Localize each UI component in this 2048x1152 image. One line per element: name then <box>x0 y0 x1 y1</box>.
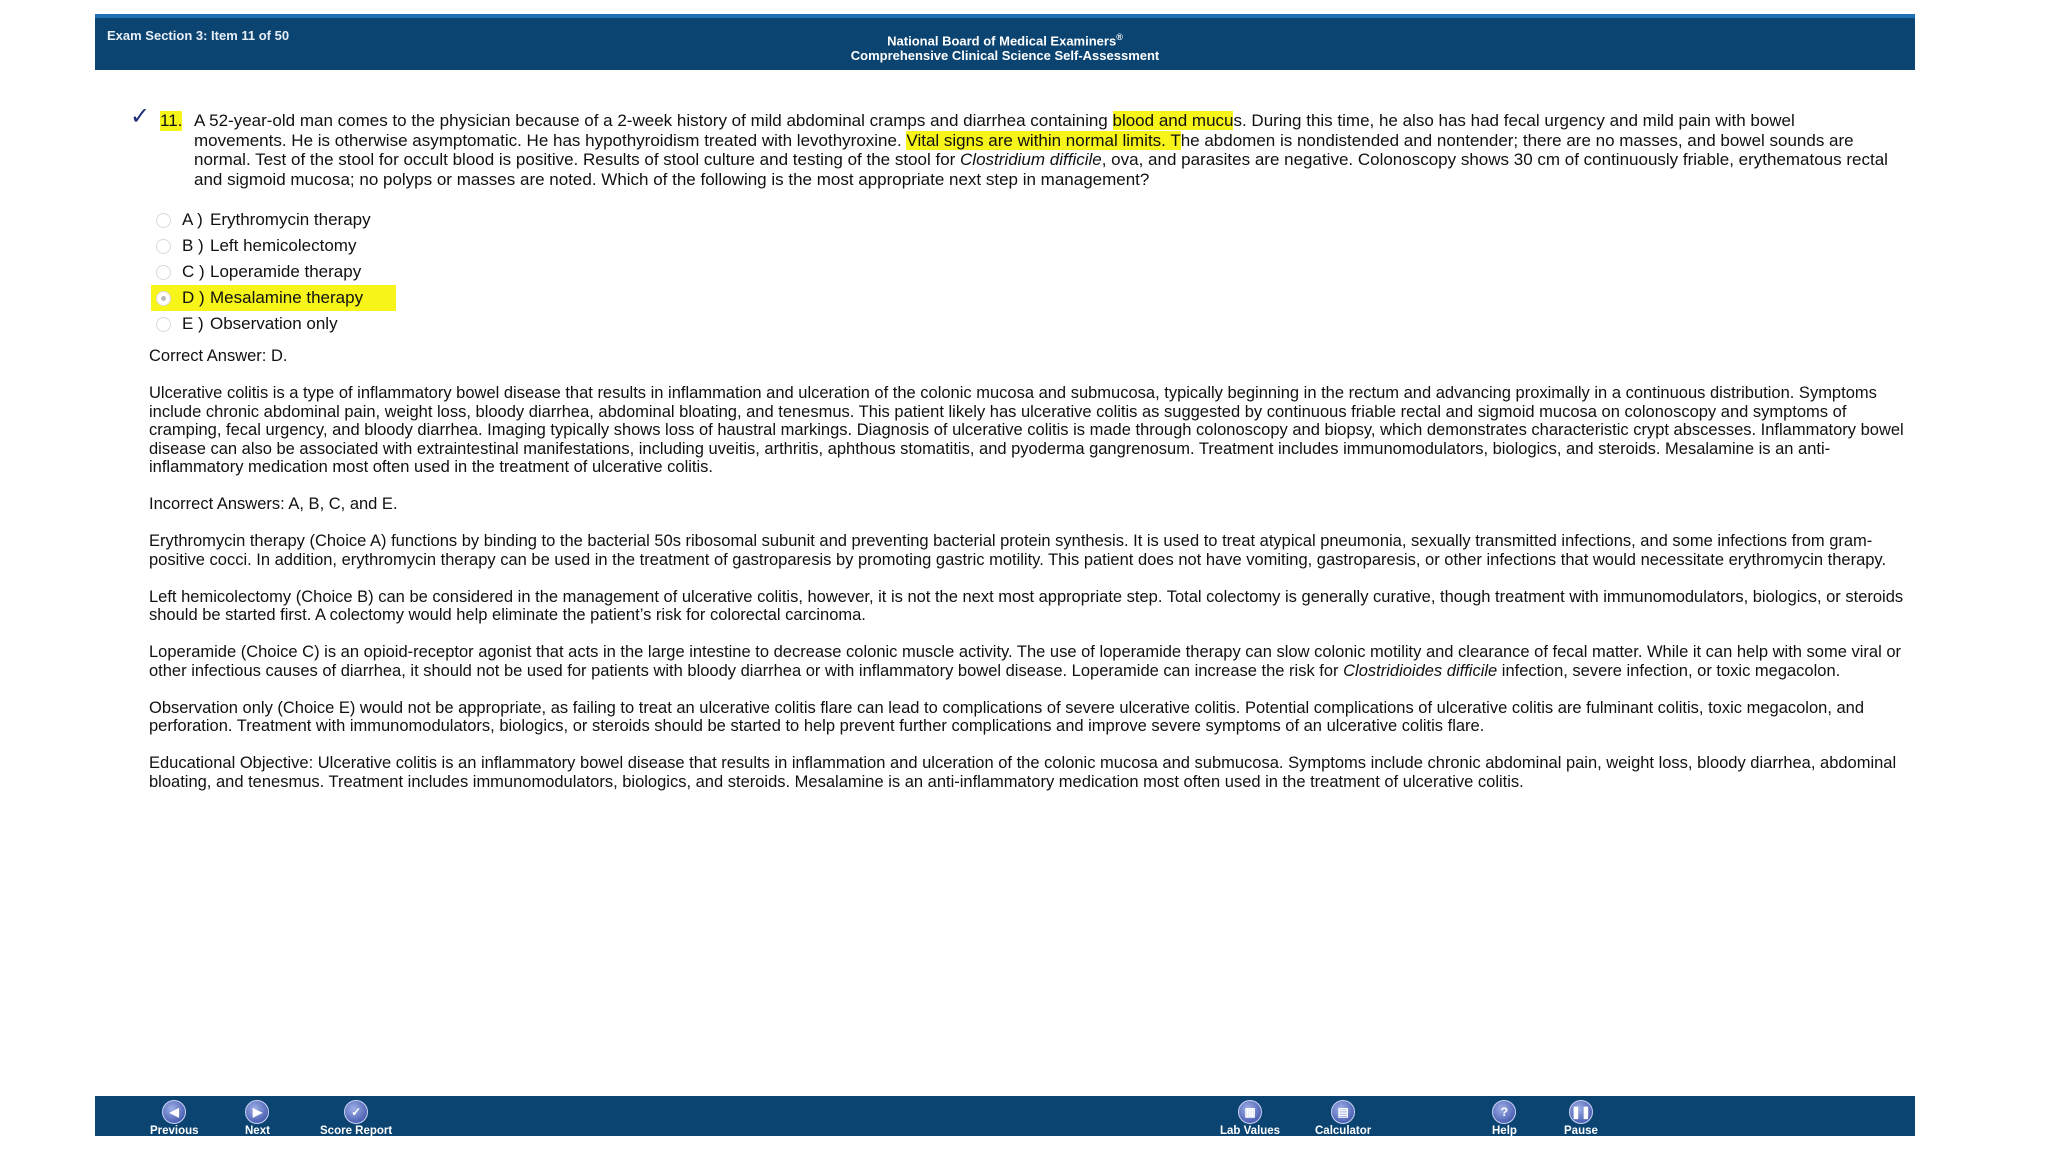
explanation-text: infection, severe infection, or toxic megacolon. <box>1497 661 1841 680</box>
radio-button[interactable] <box>156 317 171 332</box>
educational-objective: Educational Objective: Ulcerative colitis is an inflammatory bowel disease that results in inflammation and ulceration of the colonic mucosa and submucosa. Symptoms include chronic abdominal pain, weight loss, bloody diarrhea, abdominal bloating, and tenesmus. Treatment includes immunomodulators, biologics, and steroids. Mesalamine is an anti-inflammatory medication most often used in the treatment of ulcerative colitis. <box>149 754 1897 791</box>
previous-icon: ◀ <box>162 1100 186 1124</box>
choice-text: Mesalamine therapy <box>210 288 364 307</box>
question-number: 11. <box>160 111 183 130</box>
explanation-choice-a: Erythromycin therapy (Choice A) functions by binding to the bacterial 50s ribosomal subunit and preventing bacterial protein synthesis. It is used to treat atypical pneumonia, sexually transmitted infections, and some infections from gram-positive cocci. In addition, erythromycin therapy can be used in the treatment of gastroparesis by promoting gastric motility. This patient does not have vomiting, gastroparesis, or other infections that would necessitate erythromycin therapy. <box>149 532 1887 569</box>
choice-text: Left hemicolectomy <box>210 236 357 255</box>
organism-name: Clostridioides difficile <box>1343 661 1498 680</box>
org-name: National Board of Medical Examiners <box>887 33 1117 49</box>
organism-name: Clostridium difficile <box>960 150 1102 169</box>
score-report-button[interactable] <box>320 1100 392 1137</box>
checkmark-icon: ✓ <box>344 1100 368 1124</box>
stem-text: , ova, and parasites are negative. Colonoscopy shows 30 cm of continuously friable, erythematous rectal and sigmoid mucosa; no polyps or masses are noted. Which of the following is the most appropriate next step in management? <box>194 150 1888 189</box>
lab-values-label: Lab Values <box>1220 1125 1281 1137</box>
explanation-paragraph: Ulcerative colitis is a type of inflammatory bowel disease that results in inflammation and ulceration of the colonic mucosa and submucosa, typically beginning in the rectum and advancing proximally in a continuous distribution. Symptoms include chronic abdominal pain, weight loss, bloody diarrhea, abdominal bloating, and tenesmus. This patient likely has ulcerative colitis as suggested by continuous friable rectal and sigmoid mucosa on colonoscopy and symptoms of cramping, fecal urgency, and bloody diarrhea. Imaging typically shows loss of haustral markings. Diagnosis of ulcerative colitis is made through colonoscopy and biopsy, which demonstrates characteristic crypt abscesses. Inflammatory bowel disease can also be associated with extraintestinal manifestations, including uveitis, arthritis, aphthous stomatitis, and pyoderma gangrenosum. Treatment includes immunomodulators, biologics, and steroids. Mesalamine is an anti-inflammatory medication most often used in the treatment of ulcerative colitis. <box>149 384 1904 476</box>
choice-c[interactable] <box>156 259 396 285</box>
checkmark-icon: ✓ <box>130 103 151 130</box>
exam-title <box>95 30 1915 63</box>
choice-letter: B ) <box>182 236 204 255</box>
calculator-label: Calculator <box>1315 1125 1372 1137</box>
choice-a[interactable] <box>156 207 396 233</box>
calculator-button[interactable] <box>1315 1100 1371 1137</box>
pause-icon: ❚❚ <box>1569 1100 1593 1124</box>
radio-button[interactable] <box>156 239 171 254</box>
choice-letter: C ) <box>182 262 205 281</box>
choice-b[interactable] <box>156 233 396 259</box>
calculator-icon: ▤ <box>1331 1100 1355 1124</box>
answer-choices <box>156 207 396 337</box>
question-stem <box>194 111 1890 189</box>
choice-text: Observation only <box>210 314 338 333</box>
choice-letter: E ) <box>182 314 204 333</box>
choice-text: Loperamide therapy <box>210 262 362 281</box>
item-counter: Exam Section 3: Item 11 of 50 <box>107 28 290 43</box>
choice-text: Erythromycin therapy <box>210 210 371 229</box>
radio-button[interactable] <box>156 265 171 280</box>
stem-text: he abdomen is nondistended and nontender; there are no masses, and bowel sounds are normal. Test of the stool for occult blood is positive. Results of stool culture and testing of the stool for <box>194 130 1854 169</box>
choice-letter: A ) <box>182 210 203 229</box>
choice-letter: D ) <box>182 288 205 307</box>
explanation-choice-b: Left hemicolectomy (Choice B) can be considered in the management of ulcerative colitis, however, it is not the next most appropriate step. Total colectomy is generally curative, though treatment with immunomodulators, biologics, or steroids should be started first. A colectomy would help eliminate the patient’s risk for colorectal carcinoma. <box>149 587 1904 624</box>
exam-subtitle: Comprehensive Clinical Science Self-Assessment <box>850 48 1160 64</box>
radio-button[interactable] <box>156 213 171 228</box>
stem-text: A 52-year-old man comes to the physician because of a 2-week history of mild abdominal cramps and diarrhea containing <box>194 111 1113 130</box>
pause-button[interactable] <box>1564 1100 1598 1137</box>
highlight-text: Vital signs are within normal limits. T <box>906 130 1181 150</box>
exam-header <box>95 14 1915 70</box>
help-button[interactable] <box>1492 1100 1517 1137</box>
explanation-text: Loperamide (Choice C) is an opioid-receptor agonist that acts in the large intestine to decrease colonic muscle activity. The use of loperamide therapy can slow colonic motility and clearance of fecal matter. While it can help with some viral or other infectious causes of diarrhea, it should not be used for patients with bloody diarrhea or with inflammatory bowel disease. Loperamide can increase the risk for <box>149 643 1901 680</box>
correct-answer: Correct Answer: D. <box>149 347 288 365</box>
lab-values-button[interactable] <box>1220 1100 1280 1137</box>
explanation-panel <box>149 347 1917 810</box>
explanation-choice-e: Observation only (Choice E) would not be appropriate, as failing to treat an ulcerative colitis flare can lead to complications of severe ulcerative colitis. Potential complications of ulcerative colitis are fulminant colitis, toxic megacolon, and perforation. Treatment with immunomodulators, biologics, or steroids should be started to help prevent further complications and improve severe symptoms of an ulcerative colitis flare. <box>149 698 1865 735</box>
registered-mark: ® <box>1116 32 1123 42</box>
next-icon: ▶ <box>245 1100 269 1124</box>
next-label: Next <box>245 1125 270 1137</box>
incorrect-answers: Incorrect Answers: A, B, C, and E. <box>149 495 398 513</box>
highlight-text: blood and mucu <box>1112 111 1234 130</box>
choice-e[interactable] <box>156 311 396 337</box>
radio-button-selected[interactable] <box>156 291 171 306</box>
next-button[interactable] <box>245 1100 270 1137</box>
help-label: Help <box>1492 1125 1517 1137</box>
lab-values-icon: ▦ <box>1238 1100 1262 1124</box>
score-report-label: Score Report <box>320 1125 393 1137</box>
navigation-bar <box>95 1096 1915 1136</box>
explanation-choice-c <box>149 643 1917 680</box>
choice-d[interactable] <box>151 285 396 311</box>
previous-label: Previous <box>150 1125 199 1137</box>
pause-label: Pause <box>1564 1125 1598 1137</box>
previous-button[interactable] <box>150 1100 199 1137</box>
stem-text: s. During this time, he also has had fecal urgency and mild pain with bowel movements. He is otherwise asymptomatic. He has hypothyroidism treated with levothyroxine. <box>194 111 1795 150</box>
help-icon: ? <box>1492 1100 1516 1124</box>
